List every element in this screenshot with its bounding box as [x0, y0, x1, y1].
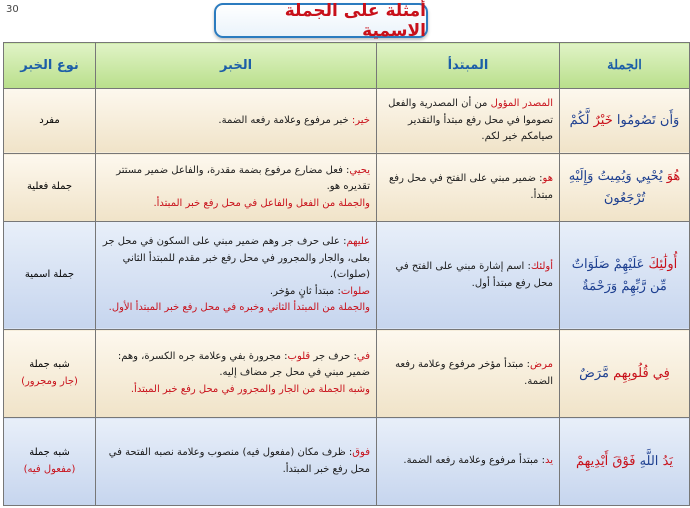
khabar-type: شبه جملة [29, 359, 70, 371]
khabar-type-detail: (مفعول فيه) [23, 463, 76, 475]
khabar-type-cell [4, 330, 96, 418]
table-row [4, 330, 690, 418]
mubtada-cell [377, 88, 560, 153]
khabar-cell [96, 88, 377, 153]
sentence-cell [560, 330, 690, 418]
khabar-note: والجملة من المبتدأ الثاني وخبره في محل رفع خبر المبتدأ الأول. [108, 302, 370, 314]
sentence-highlight-2: فَوْقَ أَيْدِيهِمْ [575, 453, 636, 469]
khabar-note: وشبه الجملة من الجار والمجرور في محل رفع خبر المبتدأ. [130, 383, 370, 395]
mubtada-term: يد [544, 455, 553, 467]
sentence-part: وَأَن تَصُومُوا [612, 113, 680, 129]
mubtada-term: المصدر المؤول [490, 98, 553, 110]
sentence-cell [560, 88, 690, 153]
khabar-term-2: قلوب [287, 350, 311, 362]
sentence-cell [560, 418, 690, 506]
khabar-type: مفرد [39, 114, 60, 126]
khabar-cell [96, 221, 377, 329]
khabar-text: : على حرف جر وهم ضمير مبني على السكون في محل جر بعلى، والجار والمجرور في محل رفع خبر مقدم للمبتدأ الثاني (صلوات). [102, 236, 370, 281]
table-row [4, 221, 690, 329]
sentence-cell [560, 221, 690, 329]
header-khabar-type: نوع الخبر [4, 43, 96, 89]
sentence-part: يُحْيِي [635, 169, 667, 185]
khabar-text: خبر مرفوع وعلامة رفعه الضمة. [218, 114, 352, 126]
page-number: 30 [6, 4, 19, 15]
sentence-part: عَلَيْهِمْ صَلَوَاتٌ [571, 257, 649, 273]
khabar-term-2: صلوات [340, 285, 370, 297]
khabar-term: عليهم [346, 236, 370, 248]
table-row [4, 154, 690, 221]
khabar-text: : فعل مضارع مرفوع بضمة مقدرة، والفاعل ضمير مستتر تقديره هو. [116, 164, 370, 193]
table-row [4, 418, 690, 506]
mubtada-cell [377, 221, 560, 329]
khabar-type: جملة اسمية [24, 269, 75, 281]
khabar-type-cell [4, 88, 96, 153]
khabar-text: : حرف جر [310, 350, 357, 362]
khabar-text-2: : مجرورة بفي وعلامة جره الكسرة، وهم: ضمير مبني في محل جر مضاف إليه. [117, 350, 370, 379]
mubtada-text: من أن المصدرية والفعل تصوموا في محل رفع مبتدأ والتقدير صيامكم خير لكم. [388, 98, 553, 143]
sentence-part: وَيُمِيتُ وَإِلَيْهِ تُرْجَعُونَ [568, 169, 646, 206]
khabar-type: جملة فعلية [26, 181, 73, 193]
mubtada-text: : اسم إشارة مبني على الفتح في محل رفع مبتدأ أول. [395, 261, 553, 289]
header-khabar: الخبر [96, 43, 377, 89]
mubtada-text: : مبتدأ مرفوع وعلامة رفعه الضمة. [403, 455, 545, 467]
mubtada-text: : ضمير مبني على الفتح في محل رفع مبتدأ. [388, 173, 553, 201]
header-sentence: الجملة [560, 43, 690, 89]
mubtada-term: مرض [530, 359, 553, 371]
sentence-highlight: فِي قُلُوبِهِم [613, 365, 670, 381]
khabar-type-detail: (جار ومجرور) [21, 375, 78, 387]
sentence-highlight: يَدُ [662, 453, 674, 469]
sentence-part: اللَّهِ [635, 453, 663, 469]
sentence-highlight: هُوَ [666, 169, 681, 185]
khabar-type-cell [4, 154, 96, 221]
mubtada-cell [377, 330, 560, 418]
khabar-type-cell [4, 418, 96, 506]
mubtada-cell [377, 154, 560, 221]
examples-table [3, 42, 690, 506]
table-row [4, 88, 690, 153]
khabar-text-2: : مبتدأ ثانٍ مؤخر. [269, 285, 341, 297]
mubtada-term: هو [542, 173, 553, 185]
khabar-text: : ظرف مكان (مفعول فيه) منصوب وعلامة نصبه الفتحة في محل رفع خبر المبتدأ. [108, 447, 370, 475]
khabar-type-cell [4, 221, 96, 329]
page-title: أمثلة على الجملة الاسمية [214, 3, 428, 38]
header-row [4, 43, 690, 89]
khabar-term: خير: [351, 114, 370, 126]
khabar-term: في [356, 350, 370, 362]
sentence-highlight: خَيْرٌ [593, 113, 613, 129]
sentence-cell [560, 154, 690, 221]
khabar-note: والجملة من الفعل والفاعل في محل رفع خبر المبتدأ. [153, 197, 370, 209]
header-mubtada: المبتدأ [377, 43, 560, 89]
khabar-term: يحيي [349, 164, 370, 176]
khabar-term: فوق [352, 447, 370, 459]
sentence-part: لَّكُمْ [569, 113, 594, 129]
khabar-cell [96, 330, 377, 418]
khabar-cell [96, 154, 377, 221]
mubtada-text: : مبتدأ مؤخر مرفوع وعلامة رفعه الضمة. [395, 359, 553, 387]
mubtada-term: أولئك [530, 261, 553, 272]
sentence-highlight: أُولَٰئِكَ [648, 257, 678, 273]
khabar-type: شبه جملة [29, 447, 70, 459]
sentence-part: مِّن رَّبِّهِمْ وَرَحْمَةٌ [582, 278, 667, 294]
khabar-cell [96, 418, 377, 506]
mubtada-cell [377, 418, 560, 506]
sentence-part: مَّرَضٌ [579, 365, 614, 381]
